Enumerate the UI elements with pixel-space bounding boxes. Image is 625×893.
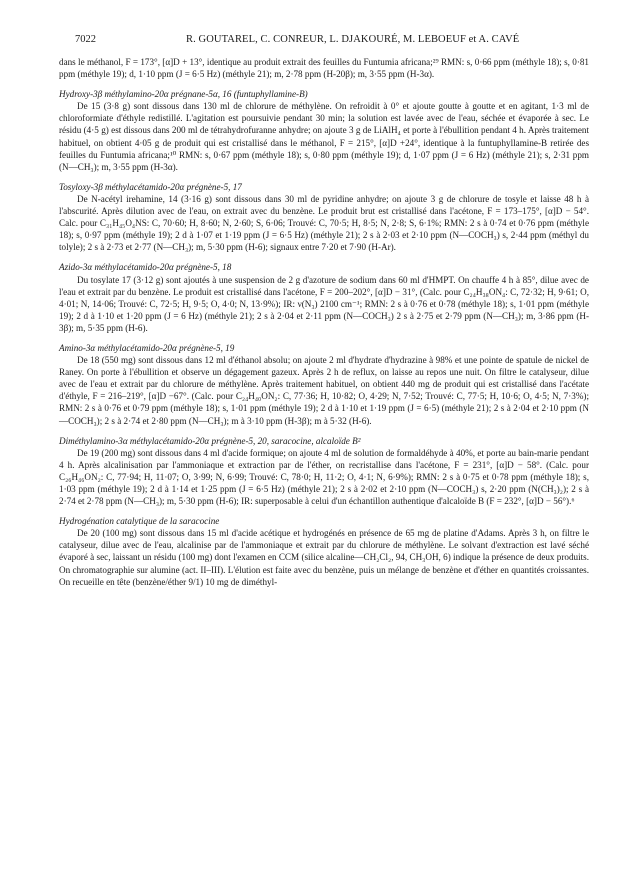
section-title: Hydrogénation catalytique de la saracocine: [59, 516, 220, 527]
paragraph: De 15 (3·8 g) sont dissous dans 130 ml de chlorure de méthylène. On refroidit à 0° et ajoute goutte à goutte et en agitant, 1·3 ml de chloroformiate d'éthyle redistillé. L'agitation est poursuivie pendant 30 min; la solution est lavée avec de l'eau, séchée et évaporée à sec. Le résidu (4·5 g) est dissous dans 200 ml de tétrahydrofuranne anhydre; on ajoute 3 g de LiAlH₄ et porte à l'ébullition pendant 4 h. Après traitement habituel, on obtient 4·05 g de produit qui est cristallisé dans le méthanol, F = 215°, [α]D +24°, identique à la funtuphyllamine-B retirée des feuilles du Funtumia africana;¹⁰ RMN: s, 0·67 ppm (méthyle 18); s, 0·80 ppm (méthyle 19); d, 1·07 ppm (J = 6 Hz) (méthyle 21); s, 2·31 ppm (N—CH₃); m, 3·55 ppm (H-3α).: [59, 101, 589, 172]
section-gap: [59, 334, 589, 342]
section-title: Azido-3α méthylacétamido-20α prégnène-5, 18: [59, 262, 232, 273]
section-gap: [59, 80, 589, 88]
paragraph: Du tosylate 17 (3·12 g) sont ajoutés à une suspension de 2 g d'azoture de sodium dans 60 ml d'HMPT. On chauffe 4 h à 85°, dilue avec de l'eau et extrait par du benzène. Le produit est cristallisé dans l'acétone, F = 200–202°, [α]D − 31°, (Calc. pour C₂₄H₃₈ON₄: C, 72·32; H, 9·61; O, 4·01; N, 14·06; Trouvé: C, 72·5; H, 9·5; O, 4·0; N, 13·9%); IR: ν(N₃) 2100 cm⁻¹; RMN: 2 s à 0·76 et 0·78 (méthyle 18); s, 1·01 ppm (méthyle 19); 2 d à 1·10 et 1·20 ppm (J = 6 Hz) (méthyle 21); 2 s à 2·04 et 2·11 ppm (N—COCH₃) 2 s à 2·75 et 2·79 ppm (N—CH₃); m, 3·86 ppm (H-3β); m, 5·35 ppm (H-6).: [59, 274, 589, 333]
section-title: Tosyloxy-3β méthylacétamido-20α prégnène-5, 17: [59, 181, 242, 192]
paragraph: De 20 (100 mg) sont dissous dans 15 ml d'acide acétique et hydrogénés en présence de 65 mg de platine d'Adams. Après 3 h, on filtre le catalyseur, dilue avec de l'eau, alcalinise par de l'ammoniaque et extrait par du chlorure de méthylène. Le solvant d'extraction est lavé séché évaporé à sec, laissant un résidu (100 mg) dont l'examen en CCM (silice alcaline—CH₂Cl₂, 94, CH₃OH, 6) indique la présence de deux produits. On chromatographie sur alumine (act. II–III). L'élution est faite avec du benzène, puis un mélange de benzène et d'éther en quantités croissantes. On recueille en tête (benzène/éther 9/1) 10 mg de diméthyl-: [59, 528, 589, 587]
paragraph: De 18 (550 mg) sont dissous dans 12 ml d'éthanol absolu; on ajoute 2 ml d'hydrate d'hydrazine à 98% et une pointe de spatule de nickel de Raney. On porte à l'ébullition et observe un dégagement gazeux. Après 2 h de reflux, on laisse au repos une nuit. On filtre le catalyseur, dilue avec de l'eau et extrait par du chlorure de méthylène. Après traitement habituel, on obtient 440 mg de produit qui est cristallisé dans l'acétate d'éthyle, F = 216–219°, [α]D −67°. (Calc. pour C₂₄H₄₀ON₂: C, 77·36; H, 10·82; O, 4·29; N, 7·52; Trouvé: C, 77·5; H, 10·6; O, 4·5; N, 7·3%); RMN: 2 s à 0·76 et 0·79 ppm (méthyle 18); s, 1·01 ppm (méthyle 19); 2 d à 1·10 et 1·19 ppm (J = 6·5) (méthyle 21); 2 s à 2·04 et 2·10 ppm (N—COCH₃); 2 s à 2·74 et 2·80 ppm (N—CH₃); m à 3·10 ppm (H-3β); m à 5·32 (H-6).: [59, 355, 589, 426]
journal-page: [59, 34, 589, 588]
paragraph: De 19 (200 mg) sont dissous dans 4 ml d'acide formique; on ajoute 4 ml de solution de formaldéhyde à 40%, et porte au bain-marie pendant 4 h. Après alcalinisation par l'ammoniaque et extraction par de l'éther, on recristallise dans l'acétone, F = 231°, [α]D − 58°. (Calc. pour C₂₆H₄₆ON₂: C, 77·94; H, 11·07; O, 3·99; N, 6·99; Trouvé: C, 78·0; H, 11·2; O, 4·1; N, 6·9%); RMN: 2 s à 0·75 et 0·78 ppm (méthyle 18); s, 1·03 ppm (méthyle 19); 2 d à 1·14 et 1·25 ppm (J = 6·5 Hz) (méthyle 21); 2 s à 2·02 et 2·10 ppm (N—COCH₃) s, 2·20 ppm (N(CH₃)₂); 2 s à 2·74 et 2·78 ppm (N—CH₃); m, 5·30 ppm (H-6); IR: superposable à celui d'un échantillon authentique d'alcaloïde B (F = 232°, [α]D − 56°).⁶: [59, 447, 589, 507]
section-gap: [59, 173, 589, 181]
section-title: Diméthylamino-3α méthylacétamido-20α prégnène-5, 20, saracocine, alcaloïde B²: [59, 435, 361, 446]
section-title: Amino-3α méthylacétamido-20α prégnène-5, 19: [59, 342, 235, 353]
section-gap: [59, 507, 589, 515]
paragraph: De N-acétyl irehamine, 14 (3·16 g) sont dissous dans 30 ml de pyridine anhydre; on ajoute 3 g de chlorure de tosyle et laisse 48 h à l'abscurité. Après dilution avec de l'eau, on extrait avec du benzène. Le produit brut est cristallisé dans l'acétone, F = 173–175°, [α]D − 54°. Calc. pour C₃₁H₄₅O₄NS: C, 70·60; H, 8·60; N, 2·60; S, 6·06; Trouvé: C, 70·5; H, 8·5; N, 2·8; S, 6·1%; RMN: 2 s à 0·74 et 0·76 ppm (méthyle 18); s, 0·97 ppm (méthyle 19); 2 d à 1·07 et 1·19 ppm (J = 6·5 Hz) (méthyle 21); 2 s à 2·03 et 2·10 ppm (N—COCH₃) s, 2·44 ppm (méthyl du tolyle); 2 s à 2·73 et 2·77 (N—CH₃); m, 5·30 ppm (H-6); signaux entre 7·20 et 7·90 (H-Ar).: [59, 193, 589, 253]
section-gap: [59, 253, 589, 261]
section-gap: [59, 427, 589, 435]
article-body: [59, 56, 589, 588]
running-header-authors: R. GOUTAREL, C. CONREUR, L. DJAKOURÉ, M. LEBOEUF et A. CAVÉ: [186, 34, 520, 45]
page-number: 7022: [75, 34, 96, 45]
section-title: Hydroxy-3β méthylamino-20α prégnane-5α, 16 (funtuphyllamine-B): [59, 89, 308, 100]
running-header: [59, 34, 589, 56]
paragraph: dans le méthanol, F = 173°, [α]D + 13°, identique au produit extrait des feuilles du Funtumia africana;²⁹ RMN: s, 0·66 ppm (méthyle 18); s, 0·81 ppm (méthyle 19); d, 1·10 ppm (J = 6·5 Hz) (méthyle 21); m, 2·78 ppm (H-20β); m, 3·55 ppm (H-3α).: [59, 57, 589, 80]
